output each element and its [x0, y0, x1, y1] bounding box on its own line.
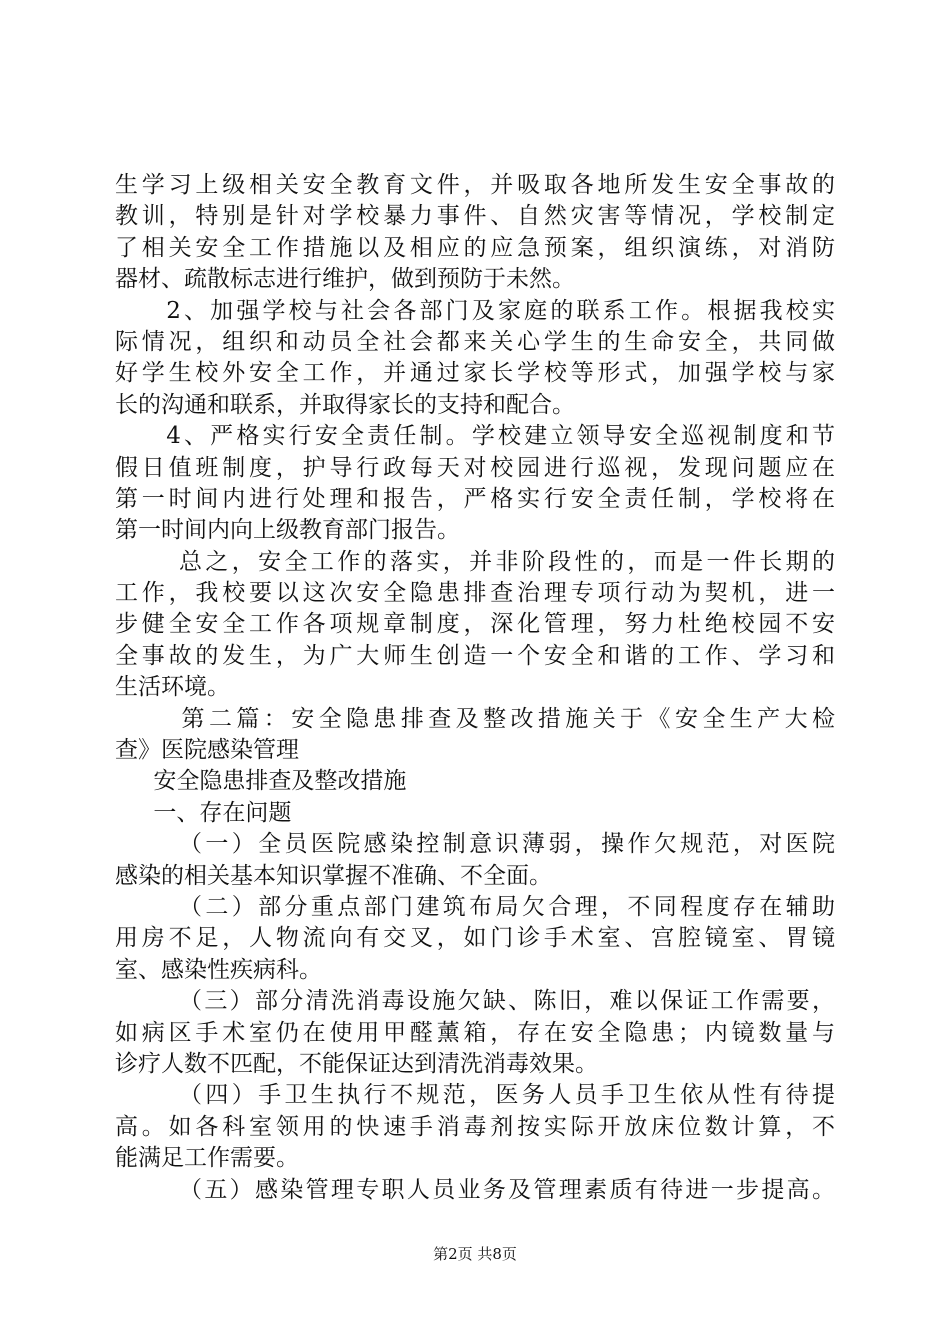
text-line: 总之，安全工作的落实，并非阶段性的，而是一件长期的 — [179, 548, 835, 575]
document-body — [115, 170, 835, 1206]
text-line: 4、严格实行安全责任制。学校建立领导安全巡视制度和节 — [166, 423, 835, 450]
text-line: 全事故的发生，为广大师生创造一个安全和谐的工作、学习和 — [115, 642, 835, 669]
text-line: 步健全安全工作各项规章制度，深化管理，努力杜绝校园不安 — [115, 611, 835, 638]
text-line: （三）部分清洗消毒设施欠缺、陈旧，难以保证工作需要， — [179, 988, 835, 1015]
text-line: 际情况，组织和动员全社会都来关心学生的生命安全，共同做 — [115, 328, 835, 355]
text-line: 第一时间内向上级教育部门报告。 — [115, 517, 460, 544]
text-line: 诊疗人数不匹配，不能保证达到清洗消毒效果。 — [115, 1050, 598, 1077]
text-line: 生活环境。 — [115, 674, 230, 701]
text-line: 第二篇：安全隐患排查及整改措施关于《安全生产大检 — [181, 705, 835, 732]
text-line: 一、存在问题 — [153, 799, 292, 826]
text-line: 2、加强学校与社会各部门及家庭的联系工作。根据我校实 — [166, 297, 835, 324]
text-line: 室、感染性疾病科。 — [115, 956, 322, 983]
text-line: 高。如各科室领用的快速手消毒剂按实际开放床位数计算，不 — [115, 1113, 835, 1140]
text-line: （五）感染管理专职人员业务及管理素质有待进一步提高。 — [179, 1176, 835, 1203]
text-line: 器材、疏散标志进行维护，做到预防于未然。 — [115, 266, 575, 293]
page-footer: 第2页 共8页 — [433, 1245, 517, 1263]
text-line: 好学生校外安全工作，并通过家长学校等形式，加强学校与家 — [115, 360, 835, 387]
text-line: 查》医院感染管理 — [115, 737, 299, 764]
text-line: 生学习上级相关安全教育文件，并吸取各地所发生安全事故的 — [115, 172, 835, 198]
text-line: （二）部分重点部门建筑布局欠合理，不同程度存在辅助 — [179, 893, 835, 920]
text-line: 安全隐患排查及整改措施 — [153, 768, 407, 795]
text-line: 假日值班制度，护导行政每天对校园进行巡视，发现问题应在 — [115, 454, 835, 481]
text-line: 工作，我校要以这次安全隐患排查治理专项行动为契机，进一 — [115, 580, 835, 607]
text-line: （四）手卫生执行不规范，医务人员手卫生依从性有待提 — [179, 1082, 835, 1109]
text-line: 用房不足，人物流向有交叉，如门诊手术室、宫腔镜室、胃镜 — [115, 925, 835, 952]
text-line: （一）全员医院感染控制意识薄弱，操作欠规范，对医院 — [179, 831, 835, 858]
text-line: 长的沟通和联系，并取得家长的支持和配合。 — [115, 391, 575, 418]
text-line: 第一时间内进行处理和报告，严格实行安全责任制，学校将在 — [115, 485, 835, 512]
text-line: 感染的相关基本知识掌握不准确、不全面。 — [115, 862, 552, 889]
text-line: 如病区手术室仍在使用甲醛薰箱，存在安全隐患；内镜数量与 — [115, 1019, 835, 1046]
text-line: 了相关安全工作措施以及相应的应急预案，组织演练，对消防 — [115, 234, 835, 261]
text-line: 能满足工作需要。 — [115, 1145, 299, 1172]
text-line: 教训，特别是针对学校暴力事件、自然灾害等情况，学校制定 — [115, 203, 835, 230]
